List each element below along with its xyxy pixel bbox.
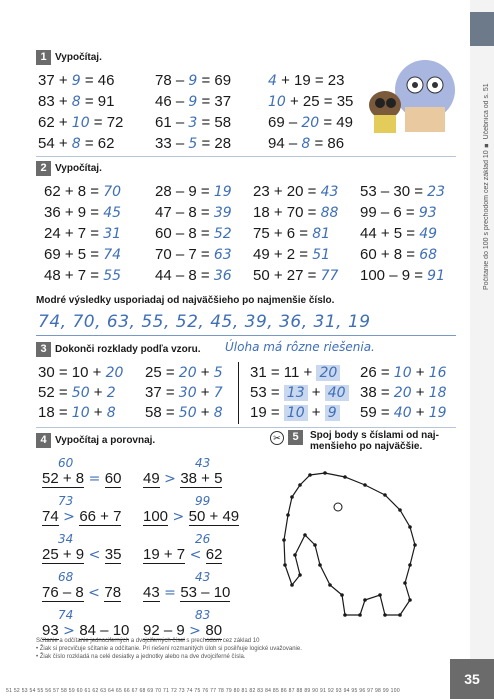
equation (253, 225, 330, 242)
equation-part: = 28 (197, 135, 232, 152)
handwritten-answer: 81 (312, 226, 331, 242)
equation-part: = 58 (197, 114, 232, 131)
equation-part: 53 = (250, 384, 284, 401)
handwritten-answer: 9 (188, 94, 198, 110)
handwritten-answer: 3 (188, 115, 198, 131)
comparison (42, 584, 121, 601)
comparison-left: 93 (42, 622, 59, 639)
dot (323, 471, 327, 475)
comparison (143, 508, 239, 525)
equation-part: 50 + 27 = (253, 267, 321, 284)
comparison-sign: < (83, 585, 105, 601)
equation (360, 204, 437, 221)
handwritten-answer: 63 (213, 247, 232, 263)
elephant-eye (334, 503, 342, 511)
comparison-right: 66 + 7 (79, 508, 122, 525)
decomposition (145, 404, 223, 421)
comparison-sign: = (159, 585, 181, 601)
equation-part: + (196, 384, 214, 401)
handwritten-answer: 8 (213, 405, 223, 421)
equation (268, 93, 353, 110)
equation (155, 93, 231, 110)
dot (290, 583, 294, 587)
handwritten-result: 60 (58, 456, 74, 470)
equation (38, 72, 114, 89)
divider (36, 156, 456, 157)
equation (155, 204, 232, 221)
equation-part: 18 + 70 = (253, 204, 321, 221)
equation-part: 61 – (155, 114, 189, 131)
dot (283, 563, 287, 567)
dot (408, 598, 412, 602)
dot (378, 593, 382, 597)
equation (155, 225, 232, 242)
handwritten-answer: 9 (325, 405, 340, 421)
elephant-outline (284, 473, 415, 615)
handwritten-answer: 70 (103, 184, 122, 200)
equation (44, 183, 121, 200)
handwritten-answer: 30 (178, 385, 197, 401)
dot (286, 513, 290, 517)
equation (155, 72, 231, 89)
section-4-title: Vypočítaj a porovnaj. (55, 435, 156, 446)
dot (293, 553, 297, 557)
handwritten-result: 43 (195, 570, 211, 584)
scissors-icon: ✂ (270, 431, 284, 445)
section-3-divider (238, 362, 239, 424)
equation-part: = 86 (310, 135, 345, 152)
handwritten-answer: 40 (393, 405, 412, 421)
handwritten-answer: 16 (428, 365, 447, 381)
equation-part: 37 = (145, 384, 179, 401)
handwritten-answer: 10 (71, 115, 90, 131)
comparison-right: 38 + 5 (180, 470, 223, 487)
comparison-right: 53 – 10 (180, 584, 231, 601)
dot (363, 483, 367, 487)
dot (358, 613, 362, 617)
comparison-left: 52 + 8 (42, 470, 85, 487)
equation (155, 246, 232, 263)
decomposition (360, 364, 447, 381)
section-2-title: Vypočítaj. (55, 163, 102, 174)
comparison (143, 470, 222, 487)
dot (303, 533, 307, 537)
comparison-sign: > (58, 623, 80, 639)
decomposition (360, 404, 447, 421)
equation-part: 70 – 7 = (155, 246, 214, 263)
equation-part: 38 = (360, 384, 394, 401)
handwritten-answer: 8 (71, 136, 81, 152)
equation-part: + (307, 404, 325, 421)
equation-part: 58 = (145, 404, 179, 421)
handwritten-answer: 49 (419, 226, 438, 242)
comparison-left: 76 – 8 (42, 584, 84, 601)
comparison-left: 100 (143, 508, 169, 525)
equation-part: 26 = (360, 364, 394, 381)
dot (318, 563, 322, 567)
equation-part: 53 – 30 = (360, 183, 428, 200)
handwritten-answer: 51 (312, 247, 331, 263)
sorted-results: 74, 70, 63, 55, 52, 45, 39, 36, 31, 19 (38, 312, 371, 332)
comparison-left: 19 + 7 (143, 546, 186, 563)
section-3-badge: 3 (36, 342, 51, 357)
equation-part: 49 + 2 = (253, 246, 313, 263)
section-3-title: Dokonči rozklady podľa vzoru. (55, 344, 201, 355)
handwritten-answer: 52 (213, 226, 232, 242)
handwritten-answer: 2 (106, 385, 116, 401)
equation-part: + (411, 364, 429, 381)
handwritten-answer: 50 (178, 405, 197, 421)
handwritten-answer: 5 (188, 136, 198, 152)
equation (155, 135, 231, 152)
dot (282, 538, 286, 542)
dot (313, 543, 317, 547)
handwritten-answer: 36 (213, 268, 232, 284)
dot (290, 495, 294, 499)
equation-part: 44 – 8 = (155, 267, 214, 284)
comparison-sign: > (168, 509, 189, 525)
equation-part: 62 + 8 = (44, 183, 104, 200)
handwritten-answer: 5 (213, 365, 223, 381)
equation-part: 83 + (38, 93, 72, 110)
equation (268, 114, 353, 131)
equation-part: = 37 (197, 93, 232, 110)
side-strip (470, 0, 494, 699)
equation (268, 135, 344, 152)
section-2-badge: 2 (36, 161, 51, 176)
comparison-left: 25 + 9 (42, 546, 85, 563)
equation-part: 54 + (38, 135, 72, 152)
equation-part: + (307, 384, 325, 401)
equation-part: = 72 (89, 114, 124, 131)
handwritten-result: 43 (195, 456, 211, 470)
equation-part: 60 – 8 = (155, 225, 214, 242)
comparison (42, 508, 121, 525)
handwritten-answer: 20 (178, 365, 197, 381)
equation-part: = 62 (80, 135, 115, 152)
section-5-title: Spoj body s číslami od naj- menšieho po najväčšie. (310, 430, 439, 452)
equation (360, 183, 445, 200)
section-2-heading (36, 161, 102, 176)
dot (308, 473, 312, 477)
comparison-sign: = (84, 471, 105, 487)
dot (383, 613, 387, 617)
equation-part: 100 – 9 = (360, 267, 428, 284)
comparison-sign: > (159, 471, 181, 487)
handwritten-answer: 9 (188, 73, 198, 89)
dot (298, 573, 302, 577)
equation-part: + (411, 404, 429, 421)
handwritten-answer: 13 (284, 385, 308, 401)
equation-part: + 19 = 23 (276, 72, 345, 89)
equation (38, 135, 114, 152)
handwritten-result: 26 (195, 532, 211, 546)
handwritten-answer: 93 (418, 205, 437, 221)
section-5-badge: 5 (288, 430, 303, 445)
comparison-right: 84 – 10 (79, 622, 130, 639)
dot (408, 563, 412, 567)
equation-part: 47 – 8 = (155, 204, 214, 221)
equation-part: 24 + 7 = (44, 225, 104, 242)
connect-the-dots-elephant (270, 465, 450, 635)
comparison-right: 50 + 49 (188, 508, 240, 525)
handwritten-answer: 20 (316, 365, 340, 381)
equation-part: 30 = 10 + (38, 364, 106, 381)
teacher-footnote: Sčítanie a odčítanie jednociferných a dvojciferných čísel s prechodom cez základ 10 • Žiak si precvičuje sčítanie a odčítanie. Pri riešení rozmanitých úloh si posilňuje logické uvažovanie. • Žiak číslo rozkladá na celé desiatky a jednotky alebo na dve dvojciferné čísla. (36, 638, 302, 660)
comparison-right: 60 (104, 470, 122, 487)
dot (328, 583, 332, 587)
section-4-badge: 4 (36, 433, 51, 448)
writing-line (36, 335, 456, 336)
comparison-left: 74 (42, 508, 59, 525)
handwritten-answer: 43 (320, 184, 339, 200)
side-strip-text: Počítanie do 100 s prechodom cez základ 10 ■ Učebnica od s. 51 (483, 83, 490, 290)
divider (36, 427, 456, 428)
decomposition (250, 384, 349, 401)
equation (44, 225, 121, 242)
equation (155, 114, 231, 131)
equation-part: 23 + 20 = (253, 183, 321, 200)
comparison-right: 78 (104, 584, 122, 601)
handwritten-answer: 19 (213, 184, 232, 200)
decomposition (38, 384, 116, 401)
comparison-sign: > (184, 623, 206, 639)
equation-part: 52 = (38, 384, 72, 401)
handwritten-answer: 23 (427, 184, 445, 200)
comparison-right: 62 (205, 546, 223, 563)
equation (253, 246, 330, 263)
handwritten-result: 34 (58, 532, 74, 546)
equation (38, 114, 123, 131)
equation (155, 183, 232, 200)
equation-part: 94 – (268, 135, 302, 152)
comparison-sign: < (84, 547, 105, 563)
comparison-left: 92 – 9 (143, 622, 185, 639)
dot (343, 475, 347, 479)
handwritten-result: 68 (58, 570, 74, 584)
handwritten-answer: 50 (71, 385, 90, 401)
comparison (42, 546, 121, 563)
handwritten-answer: 9 (71, 73, 81, 89)
handwritten-answer: 18 (428, 385, 447, 401)
handwritten-answer: 74 (103, 247, 122, 263)
equation-part: 25 = (145, 364, 179, 381)
equation-part: 36 + 9 = (44, 204, 104, 221)
equation (38, 93, 114, 110)
equation-part: 46 – (155, 93, 189, 110)
dot (403, 581, 407, 585)
handwritten-answer: 55 (103, 268, 122, 284)
handwritten-result: 73 (58, 494, 74, 508)
equation-part: = 46 (80, 72, 115, 89)
section-1-title: Vypočítaj. (55, 52, 102, 63)
comparison-right: 80 (205, 622, 223, 639)
section-1-heading (36, 50, 102, 65)
equation-part: + (196, 404, 214, 421)
equation-part: 19 = (250, 404, 284, 421)
equation-part: 60 + 8 = (360, 246, 420, 263)
equation-part: 75 + 6 = (253, 225, 313, 242)
section-3-heading (36, 342, 201, 357)
handwritten-answer: 91 (427, 268, 445, 284)
number-line: 51 52 53 54 55 56 57 58 59 60 61 62 63 64 65 66 67 68 69 70 71 72 73 74 75 76 77 78 79 80 81 82 83 84 85 86 87 88 89 90 91 92 93 94 95 96 97 98 99 100 (6, 688, 400, 694)
equation (253, 183, 338, 200)
handwritten-answer: 8 (71, 94, 81, 110)
equation-part: 59 = (360, 404, 394, 421)
comparison (143, 584, 230, 601)
comparison (143, 546, 222, 563)
handwritten-answer: 77 (320, 268, 339, 284)
dot (383, 493, 387, 497)
equation-part: 44 + 5 = (360, 225, 420, 242)
handwritten-result: 74 (58, 608, 74, 622)
handwritten-answer: 10 (71, 405, 90, 421)
equation-part: 78 – (155, 72, 189, 89)
equation-part: 99 – 6 = (360, 204, 419, 221)
dot (408, 525, 412, 529)
equation (44, 246, 121, 263)
equation (360, 246, 437, 263)
dot (398, 613, 402, 617)
comparison-right: 35 (104, 546, 122, 563)
handwritten-answer: 10 (268, 94, 286, 110)
side-strip-marker (470, 12, 494, 46)
equation-part: + (89, 384, 107, 401)
handwritten-answer: 8 (106, 405, 116, 421)
dot (340, 593, 344, 597)
decomposition (250, 404, 340, 421)
children-binoculars-illustration (360, 45, 470, 135)
handwritten-answer: 10 (284, 405, 308, 421)
equation (155, 267, 232, 284)
handwritten-answer: 68 (419, 247, 438, 263)
equation-part: 48 + 7 = (44, 267, 104, 284)
handwritten-result: 83 (195, 608, 211, 622)
equation-part: 37 + (38, 72, 72, 89)
handwritten-answer: 8 (301, 136, 311, 152)
handwritten-answer: 39 (213, 205, 232, 221)
handwritten-answer: 10 (393, 365, 412, 381)
handwritten-answer: 88 (320, 205, 339, 221)
dot (398, 508, 402, 512)
equation-part: + (411, 384, 429, 401)
equation-part: 69 – (268, 114, 302, 131)
decomposition (250, 364, 340, 381)
handwritten-result: 99 (195, 494, 211, 508)
equation-part: = 69 (197, 72, 232, 89)
section-3-note: Úloha má rôzne riešenia. (225, 340, 375, 354)
equation-part: = 91 (80, 93, 115, 110)
handwritten-answer: 4 (268, 73, 277, 89)
equation (253, 267, 338, 284)
handwritten-answer: 20 (301, 115, 320, 131)
equation (268, 72, 344, 89)
handwritten-answer: 7 (213, 385, 223, 401)
comparison-left: 49 (143, 470, 160, 487)
equation (253, 204, 338, 221)
comparison-left: 43 (143, 584, 160, 601)
comparison-sign: < (185, 547, 206, 563)
section-4-heading (36, 433, 155, 448)
equation (360, 267, 445, 284)
equation (44, 267, 121, 284)
comparison-sign: > (58, 509, 80, 525)
sort-instruction: Modré výsledky usporiadaj od najväčšieho po najmenšie číslo. (36, 295, 335, 306)
handwritten-answer: 19 (428, 405, 447, 421)
dot (363, 598, 367, 602)
comparison (42, 470, 121, 487)
equation (360, 225, 437, 242)
page-number: 35 (450, 659, 494, 699)
section-1-badge: 1 (36, 50, 51, 65)
handwritten-answer: 20 (393, 385, 412, 401)
handwritten-answer: 40 (325, 385, 349, 401)
dot (298, 483, 302, 487)
equation-part: 62 + (38, 114, 72, 131)
dot (343, 613, 347, 617)
decomposition (360, 384, 447, 401)
decomposition (145, 364, 223, 381)
equation-part: 28 – 9 = (155, 183, 214, 200)
equation-part: + (89, 404, 107, 421)
handwritten-answer: 31 (103, 226, 122, 242)
equation-part: = 49 (319, 114, 353, 131)
equation-part: 69 + 5 = (44, 246, 104, 263)
handwritten-answer: 20 (105, 365, 124, 381)
decomposition (38, 364, 123, 381)
handwritten-answer: 45 (103, 205, 122, 221)
equation-part: 18 = (38, 404, 72, 421)
equation (44, 204, 121, 221)
decomposition (38, 404, 116, 421)
equation-part: 33 – (155, 135, 189, 152)
equation-part: + 25 = 35 (285, 93, 354, 110)
dot (413, 543, 417, 547)
equation-part: + (196, 364, 214, 381)
equation-part: 31 = 11 + (250, 364, 317, 381)
decomposition (145, 384, 223, 401)
